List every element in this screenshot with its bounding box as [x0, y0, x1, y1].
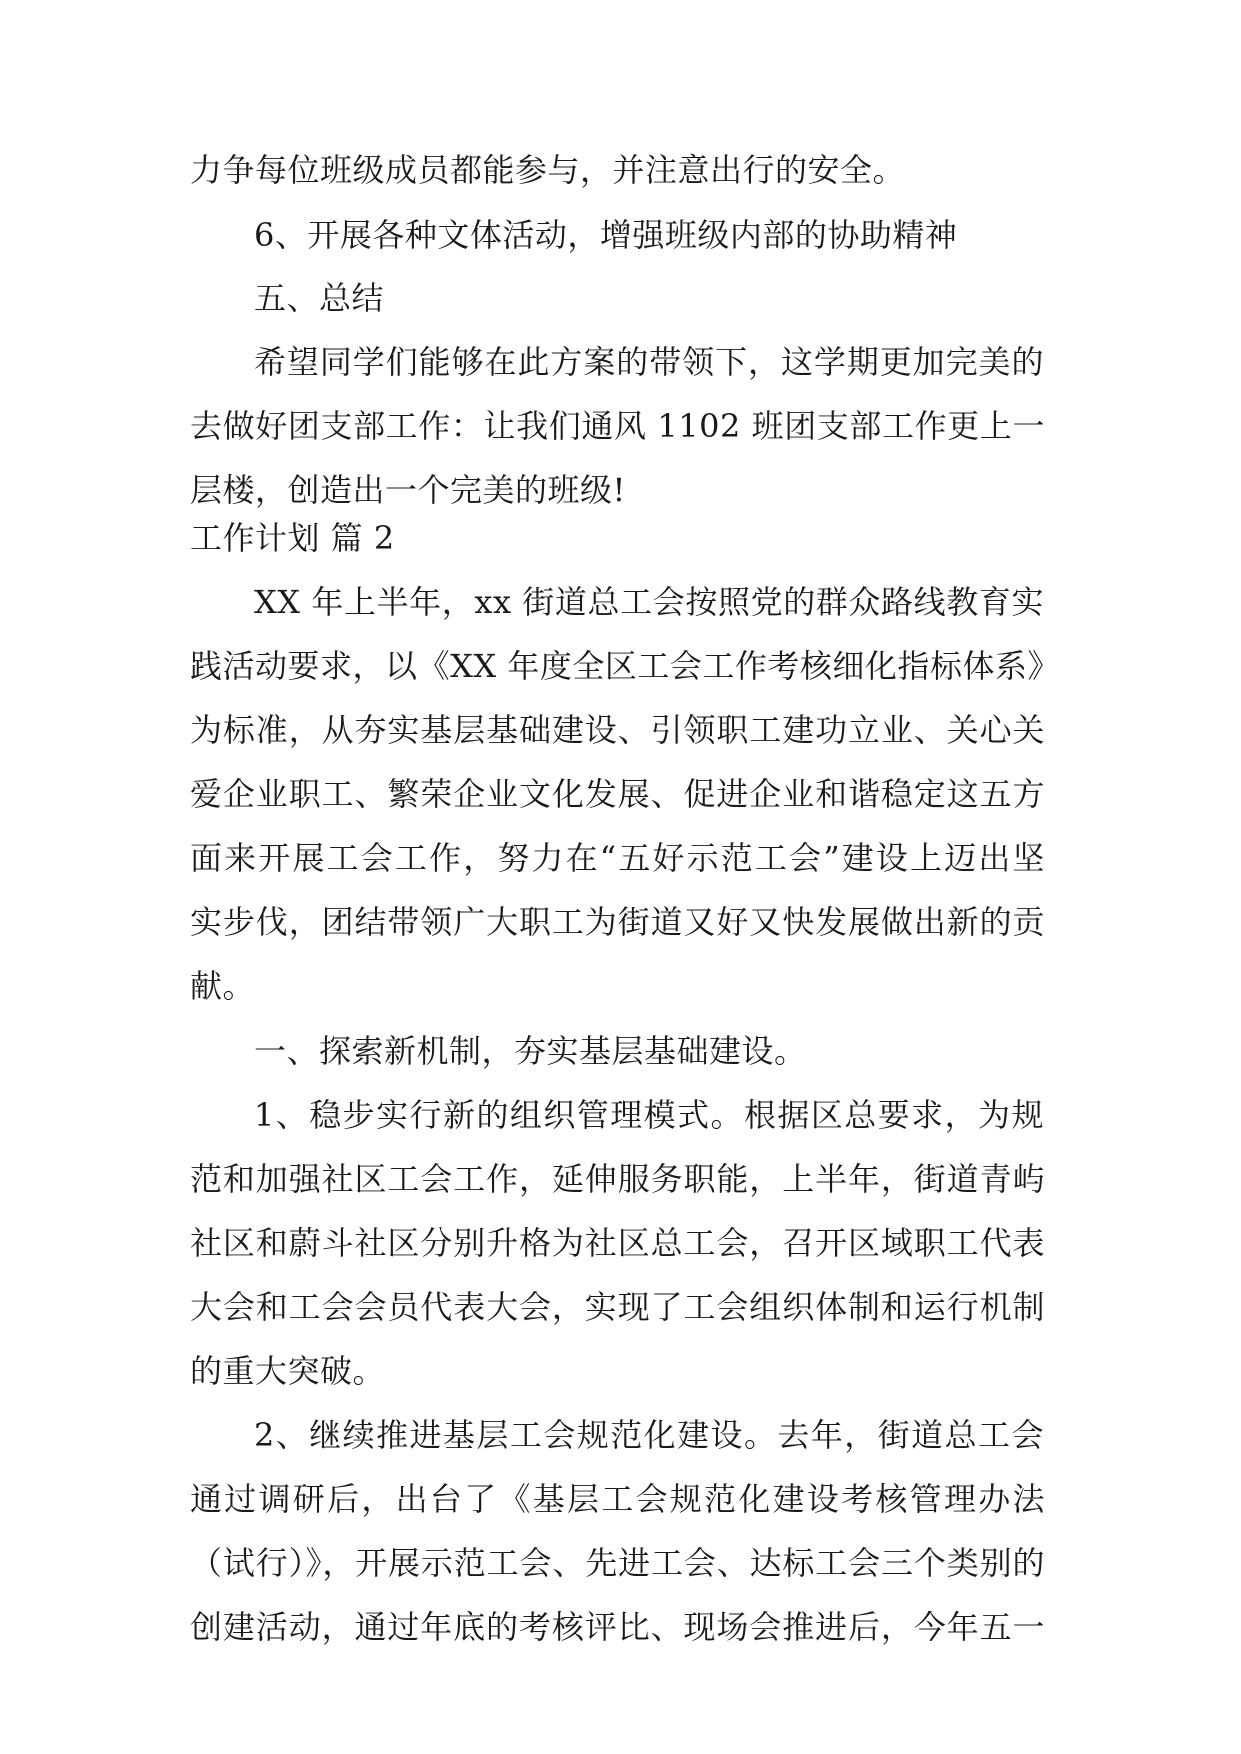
text-line-12: 面来开展工会工作，努力在“五好示范工会”建设上迈出坚: [190, 839, 1045, 877]
text-line-21: 2、继续推进基层工会规范化建设。去年，街道总工会: [254, 1416, 1044, 1454]
text-line-20: 的重大突破。: [190, 1352, 386, 1390]
text-line-23: （试行）》，开展示范工会、先进工会、达标工会三个类别的: [190, 1544, 1045, 1582]
text-line-1: 力争每位班级成员都能参与，并注意出行的安全。: [190, 151, 906, 189]
text-line-4: 希望同学们能够在此方案的带领下，这学期更加完美的: [254, 343, 1044, 381]
text-line-11: 爱企业职工、繁荣企业文化发展、促进企业和谐稳定这五方: [190, 775, 1045, 813]
text-line-22: 通过调研后，出台了《基层工会规范化建设考核管理办法: [190, 1480, 1045, 1518]
section-heading-summary: 五、总结: [254, 279, 385, 317]
text-line-2: 6、开展各种文体活动，增强班级内部的协助精神: [254, 216, 958, 254]
text-line-16: 1、稳步实行新的组织管理模式。根据区总要求，为规: [254, 1096, 1044, 1134]
text-line-14: 献。: [190, 967, 256, 1005]
text-line-10: 为标准，从夯实基层基础建设、引领职工建功立业、关心关: [190, 711, 1045, 749]
text-line-9: 践活动要求，以《XX 年度全区工会工作考核细化指标体系》: [190, 647, 1060, 685]
section-heading-one: 一、探索新机制，夯实基层基础建设。: [254, 1032, 807, 1070]
text-line-5: 去做好团支部工作：让我们通风 1102 班团支部工作更上一: [190, 407, 1045, 445]
text-line-6: 层楼，创造出一个完美的班级!: [190, 471, 626, 509]
text-line-24: 创建活动，通过年底的考核评比、现场会推进后，今年五一: [190, 1608, 1045, 1646]
text-line-13: 实步伐，团结带领广大职工为街道又好又快发展做出新的贡: [190, 903, 1045, 941]
text-line-8: XX 年上半年，xx 街道总工会按照党的群众路线教育实: [254, 583, 1044, 621]
section-title-plan-2: 工作计划 篇 2: [190, 519, 395, 557]
text-line-19: 大会和工会会员代表大会，实现了工会组织体制和运行机制: [190, 1288, 1045, 1326]
text-line-17: 范和加强社区工会工作，延伸服务职能，上半年，街道青屿: [190, 1160, 1045, 1198]
text-line-18: 社区和蔚斗社区分别升格为社区总工会，召开区域职工代表: [190, 1224, 1045, 1262]
